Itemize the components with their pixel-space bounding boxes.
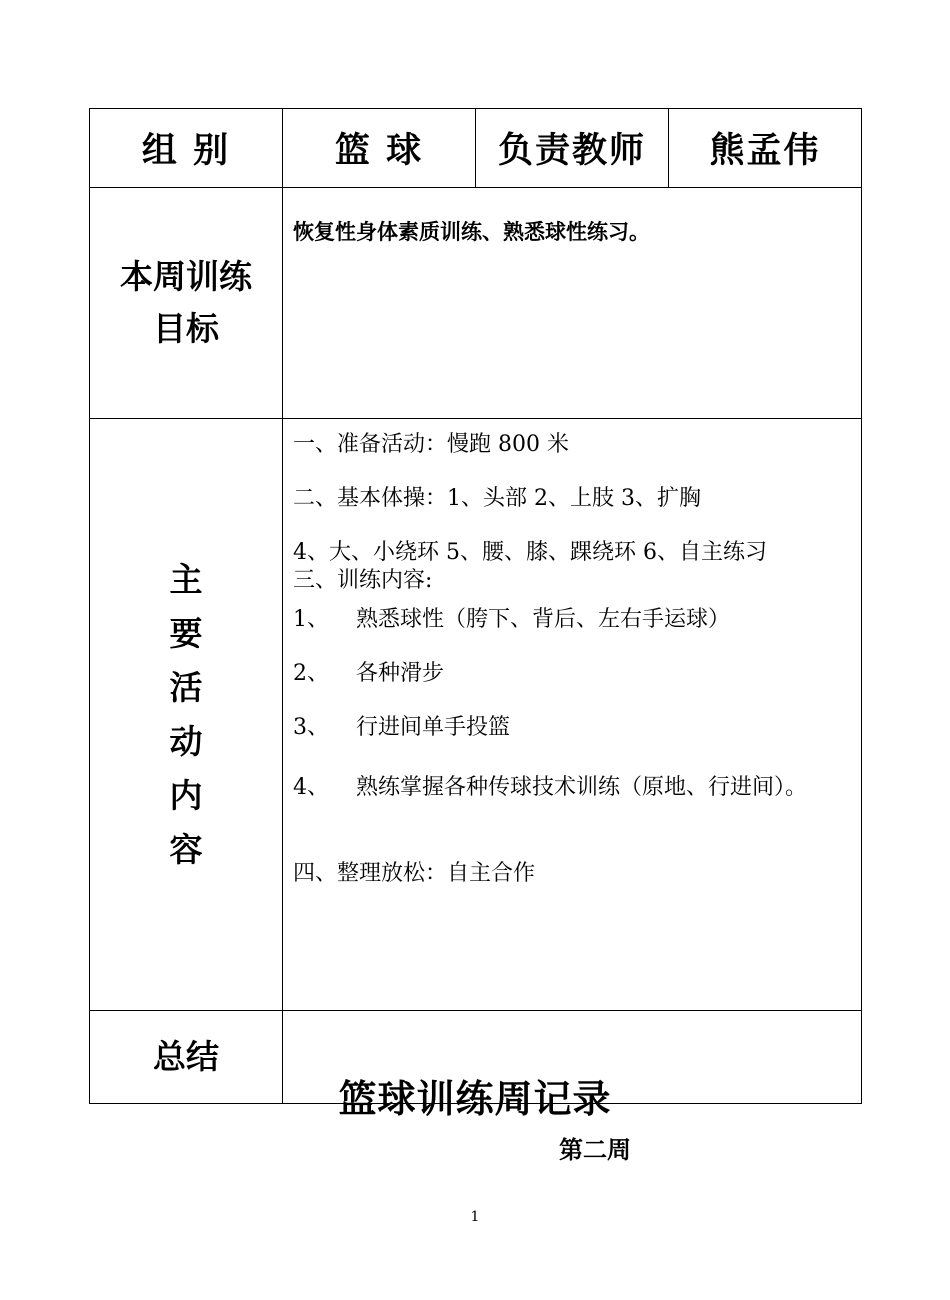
- warmup-line: 一、准备活动：慢跑 800 米: [293, 432, 569, 457]
- teacher-label: 负责教师: [476, 109, 669, 188]
- week-label: 第二周: [559, 1136, 631, 1164]
- cooldown-line: 四、整理放松：自主合作: [293, 861, 536, 886]
- teacher-value: 熊孟伟: [669, 109, 862, 188]
- training-record-table: [89, 108, 862, 1104]
- summary-label: 总结: [90, 1011, 283, 1104]
- list-item: 2、 各种滑步: [293, 661, 445, 686]
- goal-text: 恢复性身体素质训练、熟悉球性练习。: [283, 188, 862, 419]
- training-heading: 三、训练内容:: [293, 568, 433, 593]
- main-activities-content: [283, 419, 862, 1011]
- goal-label: 本周训练 目标: [90, 188, 283, 419]
- page-number: 1: [470, 1209, 480, 1225]
- list-item: 4、 熟练掌握各种传球技术训练（原地、行进间）。: [293, 775, 808, 800]
- exercise-line-cont: 4、大、小绕环 5、腰、膝、踝绕环 6、自主练习: [293, 540, 767, 565]
- group-label: 组 别: [90, 109, 283, 188]
- document-title: 篮球训练周记录: [338, 1077, 612, 1121]
- exercise-line: 二、基本体操：1、头部 2、上肢 3、扩胸: [293, 486, 701, 511]
- list-item: 1、 熟悉球性（胯下、背后、左右手运球）: [293, 607, 731, 632]
- list-item: 3、 行进间单手投篮: [293, 715, 511, 740]
- main-activities-label: 主 要 活 动 内 容: [90, 419, 283, 1011]
- group-value: 篮 球: [283, 109, 476, 188]
